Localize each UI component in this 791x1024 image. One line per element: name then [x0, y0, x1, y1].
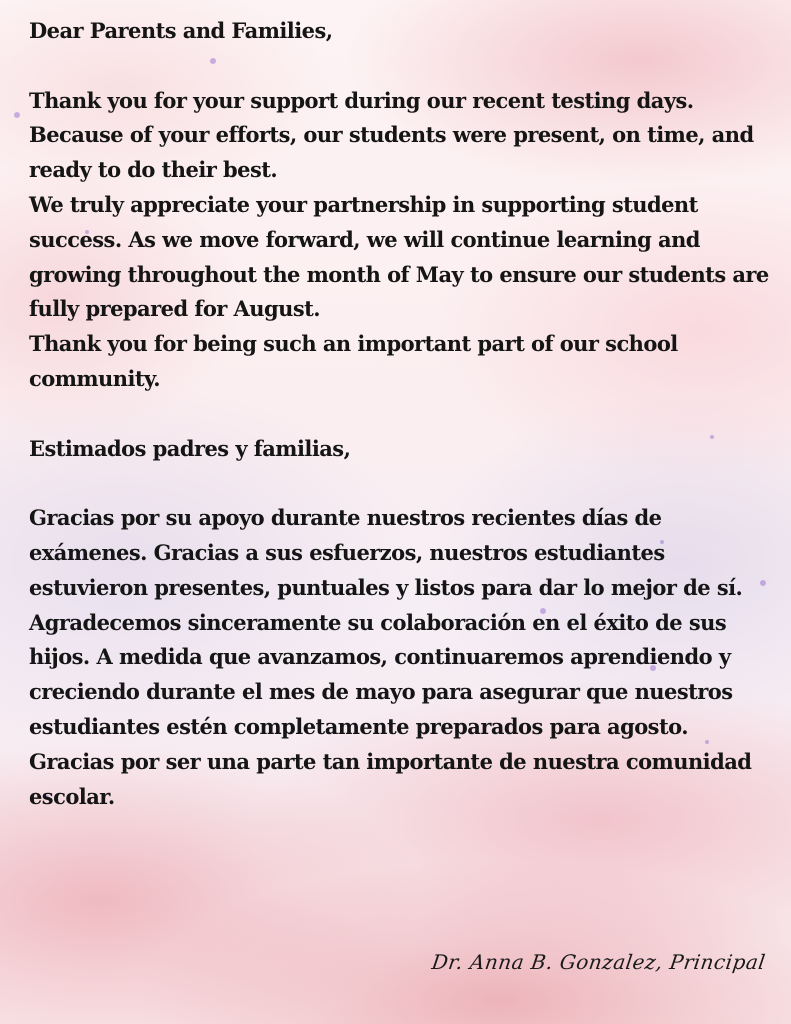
english-salutation: Dear Parents and Families,: [29, 18, 333, 43]
spacer: [29, 397, 769, 432]
english-paragraph: Thank you for being such an important part of our school community.: [29, 331, 678, 391]
spanish-paragraph: Agradecemos sinceramente su colaboración en el éxito de sus hijos. A medida que avanzamos, continuaremos aprendiendo y creciendo durante el mes de mayo para asegurar que nuestros estudiantes estén completamente preparados para agosto.: [29, 609, 733, 739]
decor-dot: [14, 112, 20, 118]
spanish-salutation: Estimados padres y familias,: [29, 435, 351, 461]
letter-body: [29, 14, 769, 814]
english-paragraph: Thank you for your support during our recent testing days. Because of your efforts, our students were present, on time, and ready to do their best.: [29, 87, 754, 183]
spacer: [29, 466, 769, 501]
english-paragraph: We truly appreciate your partnership in supporting student success. As we move forward, we will continue learning and growing throughout the month of May to ensure our students are fully prepared for August.: [29, 191, 769, 322]
signature: Dr. Anna B. Gonzalez, Principal: [430, 950, 768, 974]
spanish-paragraph: Gracias por su apoyo durante nuestros recientes días de exámenes. Gracias a sus esfuerzos, nuestros estudiantes estuvieron presentes, puntuales y listos para dar lo mejor de sí.: [29, 505, 743, 600]
spacer: [29, 49, 769, 84]
spanish-paragraph: Gracias por ser una parte tan importante de nuestra comunidad escolar.: [29, 748, 752, 809]
